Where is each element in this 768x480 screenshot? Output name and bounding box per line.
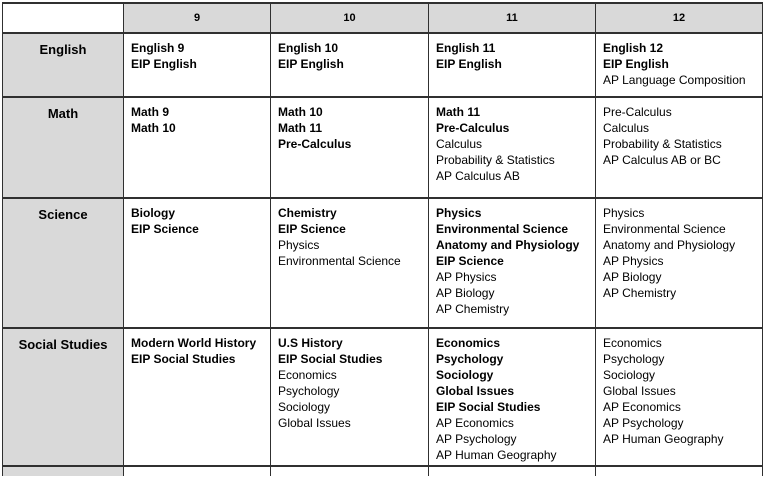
course-item: Psychology — [278, 384, 340, 398]
course-cell-english-grade-12 — [596, 33, 763, 97]
course-item: Math 11 — [436, 105, 481, 119]
course-cell-social-studies-grade-11 — [429, 328, 596, 466]
course-cell-math-grade-11 — [429, 97, 596, 198]
course-item: EIP Social Studies — [131, 352, 236, 366]
course-item: AP Psychology — [603, 416, 684, 430]
course-item: English 12 — [603, 41, 664, 55]
subject-row-english — [3, 33, 763, 97]
partial-course-cell-grade-9 — [124, 466, 271, 476]
course-cell-social-studies-grade-12 — [596, 328, 763, 466]
course-item: Sociology — [603, 368, 656, 382]
course-item: Chemistry — [278, 206, 337, 220]
subject-row-social-studies — [3, 328, 763, 466]
course-item: Pre-Calculus — [278, 137, 352, 151]
course-item: AP Chemistry — [436, 302, 510, 316]
subject-cell-math: Math — [3, 97, 124, 198]
course-item: Global Issues — [436, 384, 515, 398]
course-item: Math 11 — [278, 121, 323, 135]
course-item: Economics — [278, 368, 337, 382]
course-cell-social-studies-grade-10 — [271, 328, 429, 466]
course-item: EIP English — [603, 57, 669, 71]
course-item: Probability & Statistics — [436, 153, 555, 167]
course-item: AP Calculus AB or BC — [603, 153, 721, 167]
course-item: Physics — [436, 206, 482, 220]
table-body — [3, 33, 763, 476]
course-item: AP Biology — [603, 270, 662, 284]
course-item: Modern World History — [131, 336, 257, 350]
course-cell-english-grade-10 — [271, 33, 429, 97]
course-item: AP Language Composition — [603, 73, 746, 87]
grade-header-12: 12 — [596, 3, 763, 33]
course-item: Anatomy and Physiology — [436, 238, 580, 252]
course-offerings-table — [2, 2, 763, 476]
course-item: EIP English — [278, 57, 344, 71]
course-item: AP Biology — [436, 286, 495, 300]
course-item: AP Chemistry — [603, 286, 677, 300]
course-item: Probability & Statistics — [603, 137, 722, 151]
course-item: AP Human Geography — [603, 432, 724, 446]
partial-bottom-row — [3, 466, 763, 476]
course-item: Calculus — [436, 137, 483, 151]
partial-course-cell-grade-12 — [596, 466, 763, 476]
course-item: Physics — [278, 238, 320, 252]
course-item: Anatomy and Physiology — [603, 238, 736, 252]
course-cell-english-grade-11 — [429, 33, 596, 97]
partial-subject-cell — [3, 466, 124, 476]
course-item: English 11 — [436, 41, 496, 55]
course-item: Math 10 — [278, 105, 323, 119]
course-item: Pre-Calculus — [603, 105, 672, 119]
course-item: EIP Science — [278, 222, 346, 236]
course-cell-science-grade-11 — [429, 198, 596, 328]
subject-cell-science: Science — [3, 198, 124, 328]
subject-row-science — [3, 198, 763, 328]
course-item: EIP Social Studies — [436, 400, 541, 414]
course-item: Calculus — [603, 121, 650, 135]
course-item: EIP English — [131, 57, 197, 71]
course-cell-science-grade-10 — [271, 198, 429, 328]
grade-header-10: 10 — [271, 3, 429, 33]
course-item: U.S History — [278, 336, 343, 350]
course-item: AP Physics — [436, 270, 497, 284]
course-item: Psychology — [436, 352, 504, 366]
course-cell-math-grade-10 — [271, 97, 429, 198]
course-item: Physics — [603, 206, 645, 220]
subject-cell-social-studies: Social Studies — [3, 328, 124, 466]
course-cell-science-grade-9 — [124, 198, 271, 328]
course-item: AP Human Geography — [436, 448, 557, 462]
course-item: English 9 — [131, 41, 185, 55]
course-item: EIP English — [436, 57, 502, 71]
course-cell-english-grade-9 — [124, 33, 271, 97]
subject-row-math — [3, 97, 763, 198]
course-item: English 10 — [278, 41, 339, 55]
grade-header-9: 9 — [124, 3, 271, 33]
course-item: Sociology — [436, 368, 494, 382]
course-item: AP Physics — [603, 254, 664, 268]
course-item: Psychology — [603, 352, 665, 366]
course-item: EIP Science — [131, 222, 199, 236]
course-item: Economics — [436, 336, 501, 350]
partial-course-cell-grade-10 — [271, 466, 429, 476]
subject-cell-english: English — [3, 33, 124, 97]
course-item: AP Economics — [603, 400, 681, 414]
course-cell-science-grade-12 — [596, 198, 763, 328]
course-item: Environmental Science — [603, 222, 726, 236]
course-item: AP Psychology — [436, 432, 517, 446]
course-item: EIP Social Studies — [278, 352, 383, 366]
course-item: EIP Science — [436, 254, 504, 268]
partial-course-cell-grade-11 — [429, 466, 596, 476]
course-item: Environmental Science — [278, 254, 401, 268]
course-item: Economics — [603, 336, 662, 350]
corner-cell — [3, 3, 124, 33]
course-item: Environmental Science — [436, 222, 569, 236]
grade-header-row — [3, 3, 763, 33]
course-cell-math-grade-9 — [124, 97, 271, 198]
grade-header-11: 11 — [429, 3, 596, 33]
course-item: Sociology — [278, 400, 331, 414]
course-item: Biology — [131, 206, 175, 220]
course-item: AP Economics — [436, 416, 514, 430]
course-item: Math 10 — [131, 121, 176, 135]
course-cell-social-studies-grade-9 — [124, 328, 271, 466]
course-item: AP Calculus AB — [436, 169, 520, 183]
course-cell-math-grade-12 — [596, 97, 763, 198]
course-item: Global Issues — [603, 384, 676, 398]
course-item: Math 9 — [131, 105, 170, 119]
course-item: Pre-Calculus — [436, 121, 510, 135]
course-item: Global Issues — [278, 416, 351, 430]
